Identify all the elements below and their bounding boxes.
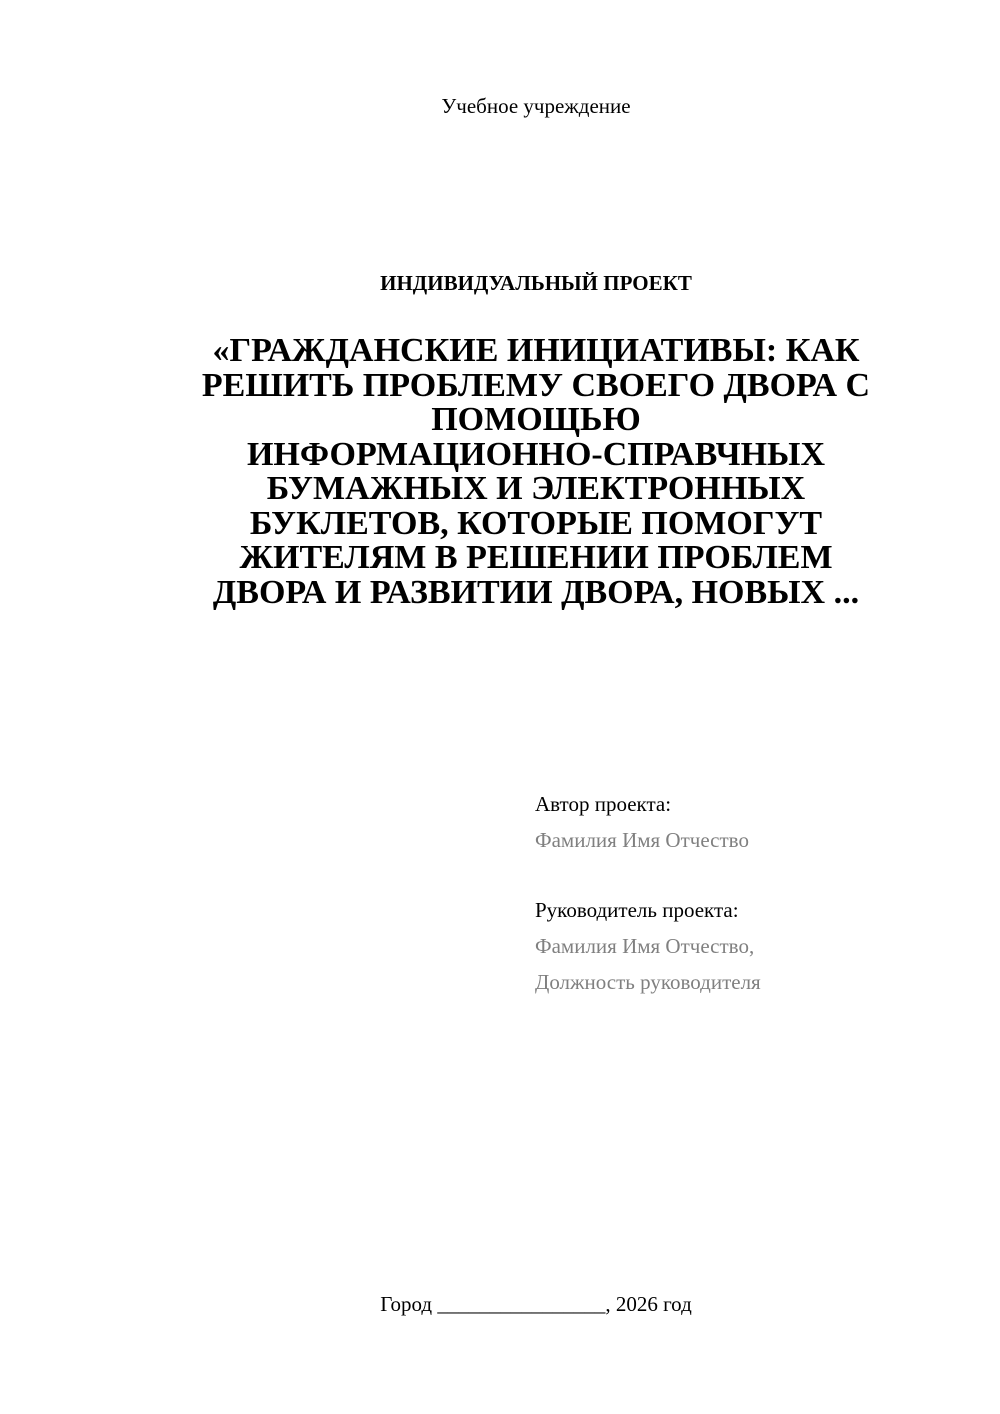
project-title-line: ДВОРА И РАЗВИТИИ ДВОРА, НОВЫХ ... bbox=[212, 573, 860, 611]
author-label: Автор проекта: bbox=[535, 792, 672, 816]
supervisor-label: Руководитель проекта: bbox=[535, 898, 739, 922]
author-block bbox=[535, 786, 975, 858]
supervisor-block bbox=[535, 892, 975, 1000]
supervisor-position: Должность руководителя bbox=[535, 970, 761, 994]
project-title-line: РЕШИТЬ ПРОБЛЕМУ СВОЕГО ДВОРА С bbox=[201, 366, 871, 404]
project-type-heading: ИНДИВИДУАЛЬНЫЙ ПРОЕКТ bbox=[380, 271, 692, 295]
project-title-line: БУКЛЕТОВ, КОТОРЫЕ ПОМОГУТ bbox=[249, 504, 823, 542]
institution-name: Учебное учреждение bbox=[441, 94, 631, 118]
project-title-line: ИНФОРМАЦИОННО-СПРАВЧНЫХ bbox=[246, 435, 826, 473]
project-title-line: «ГРАЖДАНСКИЕ ИНИЦИАТИВЫ: КАК bbox=[212, 332, 860, 369]
supervisor-name: Фамилия Имя Отчество, bbox=[535, 934, 755, 958]
project-title bbox=[150, 334, 922, 610]
author-name: Фамилия Имя Отчество bbox=[535, 828, 749, 852]
project-title-line: БУМАЖНЫХ И ЭЛЕКТРОННЫХ bbox=[266, 470, 806, 507]
project-title-line: ПОМОЩЬЮ bbox=[431, 401, 641, 438]
project-title-line: ЖИТЕЛЯМ В РЕШЕНИИ ПРОБЛЕМ bbox=[239, 539, 833, 576]
city-year-line: Город ________________, 2026 год bbox=[380, 1292, 692, 1316]
